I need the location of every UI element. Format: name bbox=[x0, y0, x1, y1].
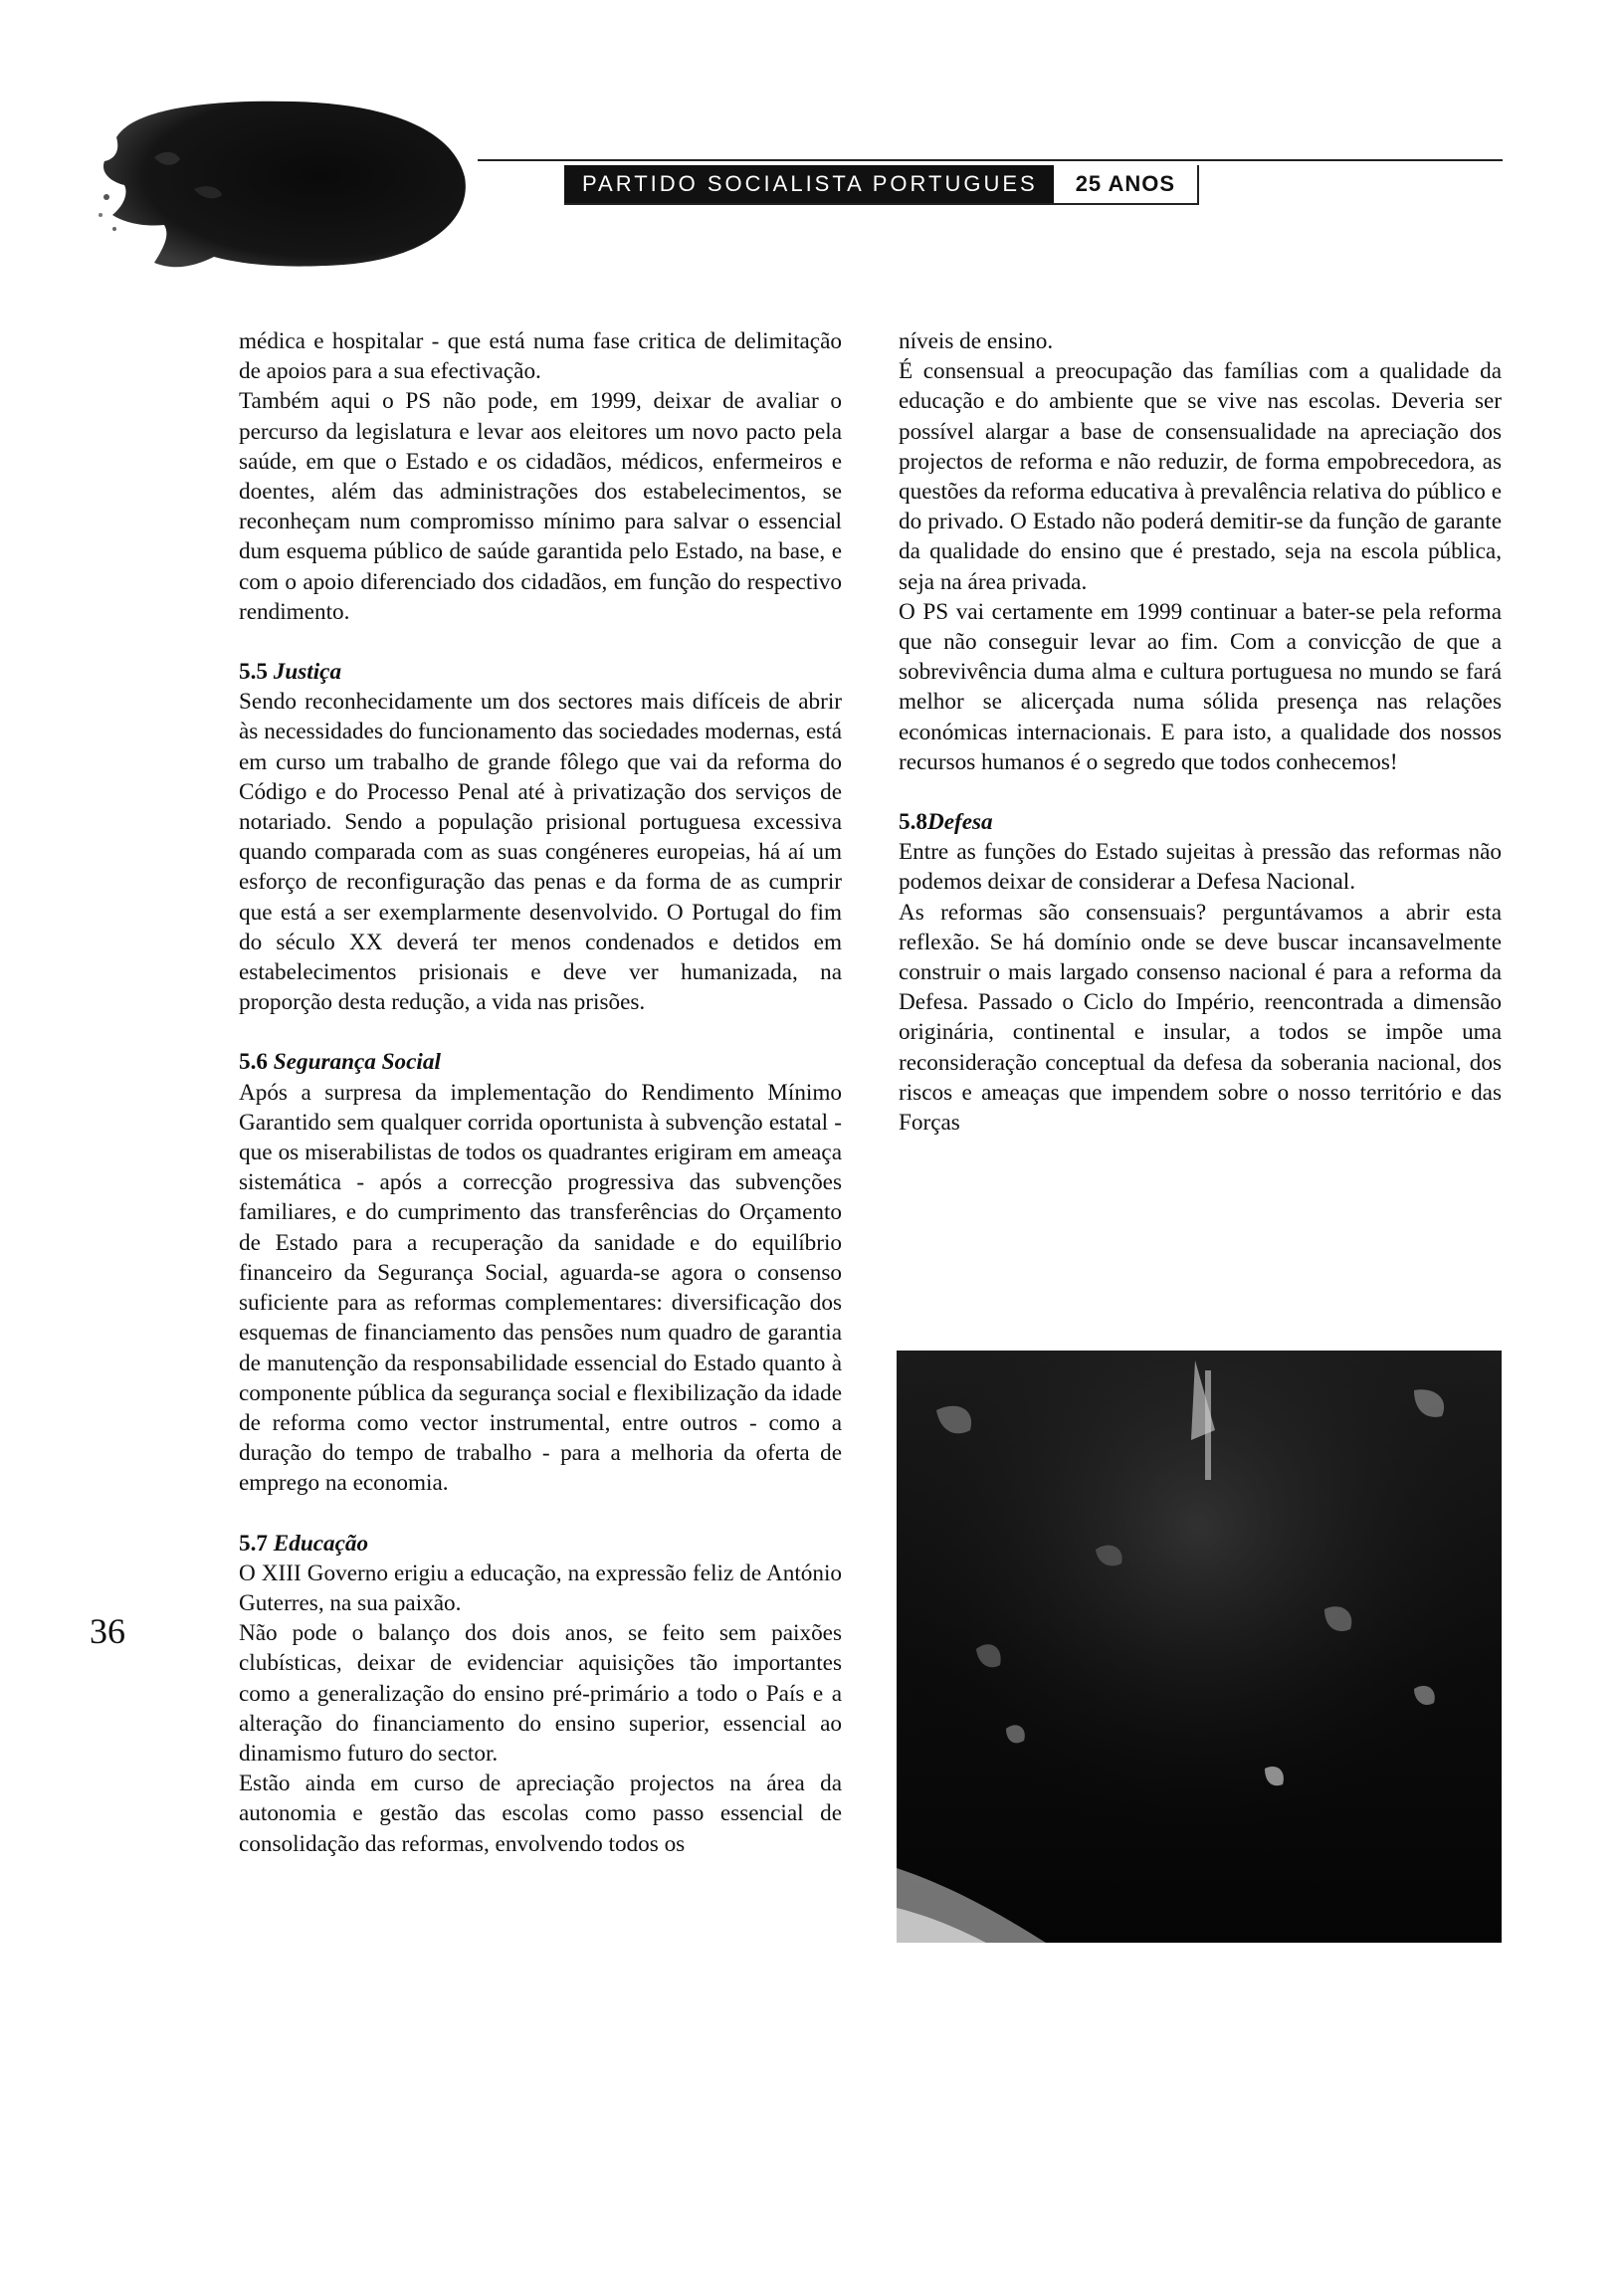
paragraph: Estão ainda em curso de apreciação projectos na área da autonomia e gestão das escolas como passo essencial de consolidação das reformas, envolvendo todos os bbox=[239, 1771, 842, 1857]
crowd-photo bbox=[897, 1351, 1502, 1943]
header-anniversary: 25 ANOS bbox=[1054, 165, 1199, 203]
paragraph: O XIII Governo erigiu a educação, na expressão feliz de António Guterres, na sua paixão. bbox=[239, 1560, 842, 1616]
paragraph: Também aqui o PS não pode, em 1999, deixar de avaliar o percurso da legislatura e levar aos eleitores um novo pacto pela saúde, em que o Estado e os cidadãos, médicos, enfermeiros e doentes, além das administrações dos estabelecimentos, se reconheçam num compromisso mínimo para salvar o essencial dum esquema público de saúde garantida pelo Estado, na base, e com o apoio diferenciado dos cidadãos, em função do respectivo rendimento. bbox=[239, 388, 842, 625]
right-column bbox=[899, 326, 1502, 1138]
paragraph: As reformas são consensuais? perguntávamos a abrir esta reflexão. Se há domínio onde se deve buscar incansavelmente construir o mais largado consenso nacional é para a reforma da Defesa. Passado o Ciclo do Império, reencontrada a dimensão originária, continental e insular, a todos se impõe uma reconsideração conceptual da defesa da soberania nacional, dos riscos e ameaças que impendem sobre o nosso território e das Forças bbox=[899, 899, 1502, 1137]
running-header bbox=[564, 165, 1199, 205]
section-title: Defesa bbox=[926, 809, 993, 836]
paragraph: níveis de ensino. bbox=[899, 328, 1054, 354]
header-rule bbox=[478, 159, 1503, 161]
section-number: 5.8 bbox=[899, 809, 927, 836]
party-logo-icon bbox=[95, 98, 473, 272]
section-number: 5.7 bbox=[239, 1530, 268, 1557]
section-number: 5.6 bbox=[239, 1049, 268, 1076]
section-heading-educacao bbox=[239, 1529, 842, 1559]
left-column bbox=[239, 326, 842, 1859]
header-party-name: PARTIDO SOCIALISTA PORTUGUES bbox=[564, 165, 1054, 203]
section-heading-justica bbox=[239, 657, 842, 687]
page-number: 36 bbox=[90, 1611, 125, 1651]
paragraph: Não pode o balanço dos dois anos, se feito sem paixões clubísticas, deixar de evidenciar aquisições tão importantes como a generalização do ensino pré-primário a todo o País e a alteração do financiamento do ensino superior, essencial ao dinamismo futuro do sector. bbox=[239, 1620, 842, 1767]
section-title: Segurança Social bbox=[273, 1049, 441, 1076]
paragraph: Entre as funções do Estado sujeitas à pressão das reformas não podemos deixar de considerar a Defesa Nacional. bbox=[899, 839, 1502, 896]
section-heading-seguranca-social bbox=[239, 1047, 842, 1077]
section-title: Educação bbox=[273, 1530, 369, 1557]
paragraph: médica e hospitalar - que está numa fase critica de delimitação de apoios para a sua efectivação. bbox=[239, 328, 842, 385]
paragraph: Após a surpresa da implementação do Rendimento Mínimo Garantido sem qualquer corrida oportunista à subvenção estatal - que os miserabilistas de todos os quadrantes erigiram em ameaça sistemática - após a correcção progressiva das subvenções familiares, e do cumprimento das transferências do Orçamento de Estado para a recuperação da sanidade e do equilíbrio financeiro da Segurança Social, aguarda-se agora o consenso suficiente para as reformas complementares: diversificação dos esquemas de financiamento das pensões num quadro de garantia de manutenção da responsabilidade essencial do Estado quanto à componente pública da segurança social e flexibilização da idade de reforma como vector instrumental, entre outros - como a duração do tempo de trabalho - para a melhoria da oferta de emprego na economia. bbox=[239, 1079, 842, 1497]
paragraph: O PS vai certamente em 1999 continuar a bater-se pela reforma que não conseguir levar ao fim. Com a convicção de que a sobrevivência duma alma e cultura portuguesa no mundo se fará melhor se alicerçada numa sólida presença nas relações económicas internacionais. E para isto, a qualidade dos nossos recursos humanos é o segredo que todos conhecemos! bbox=[899, 598, 1502, 775]
section-heading-defesa bbox=[899, 807, 1502, 837]
section-number: 5.5 bbox=[239, 659, 268, 686]
paragraph: Sendo reconhecidamente um dos sectores mais difíceis de abrir às necessidades do funcionamento das sociedades modernas, está em curso um trabalho de grande fôlego que vai da reforma do Código e do Processo Penal até à privatização dos serviços de notariado. Sendo a população prisional portuguesa excessiva quando comparada com as suas congéneres europeias, há aí um esforço de reconfiguração das penas e da forma de as cumprir que está a ser exemplarmente desenvolvido. O Portugal do fim do século XX deverá ter menos condenados e detidos em estabelecimentos prisionais e deve ver humanizada, na proporção desta redução, a vida nas prisões. bbox=[239, 689, 842, 1016]
paragraph: É consensual a preocupação das famílias com a qualidade da educação e do ambiente que se vive nas escolas. Deveria ser possível alargar a base de consensualidade na apreciação dos projectos de reforma e não reduzir, de forma empobrecedora, as questões da reforma educativa à prevalência relativa do público e do privado. O Estado não poderá demitir-se da função de garante da qualidade do ensino que é prestado, seja na escola pública, seja na área privada. bbox=[899, 358, 1502, 595]
section-title: Justiça bbox=[273, 659, 342, 686]
